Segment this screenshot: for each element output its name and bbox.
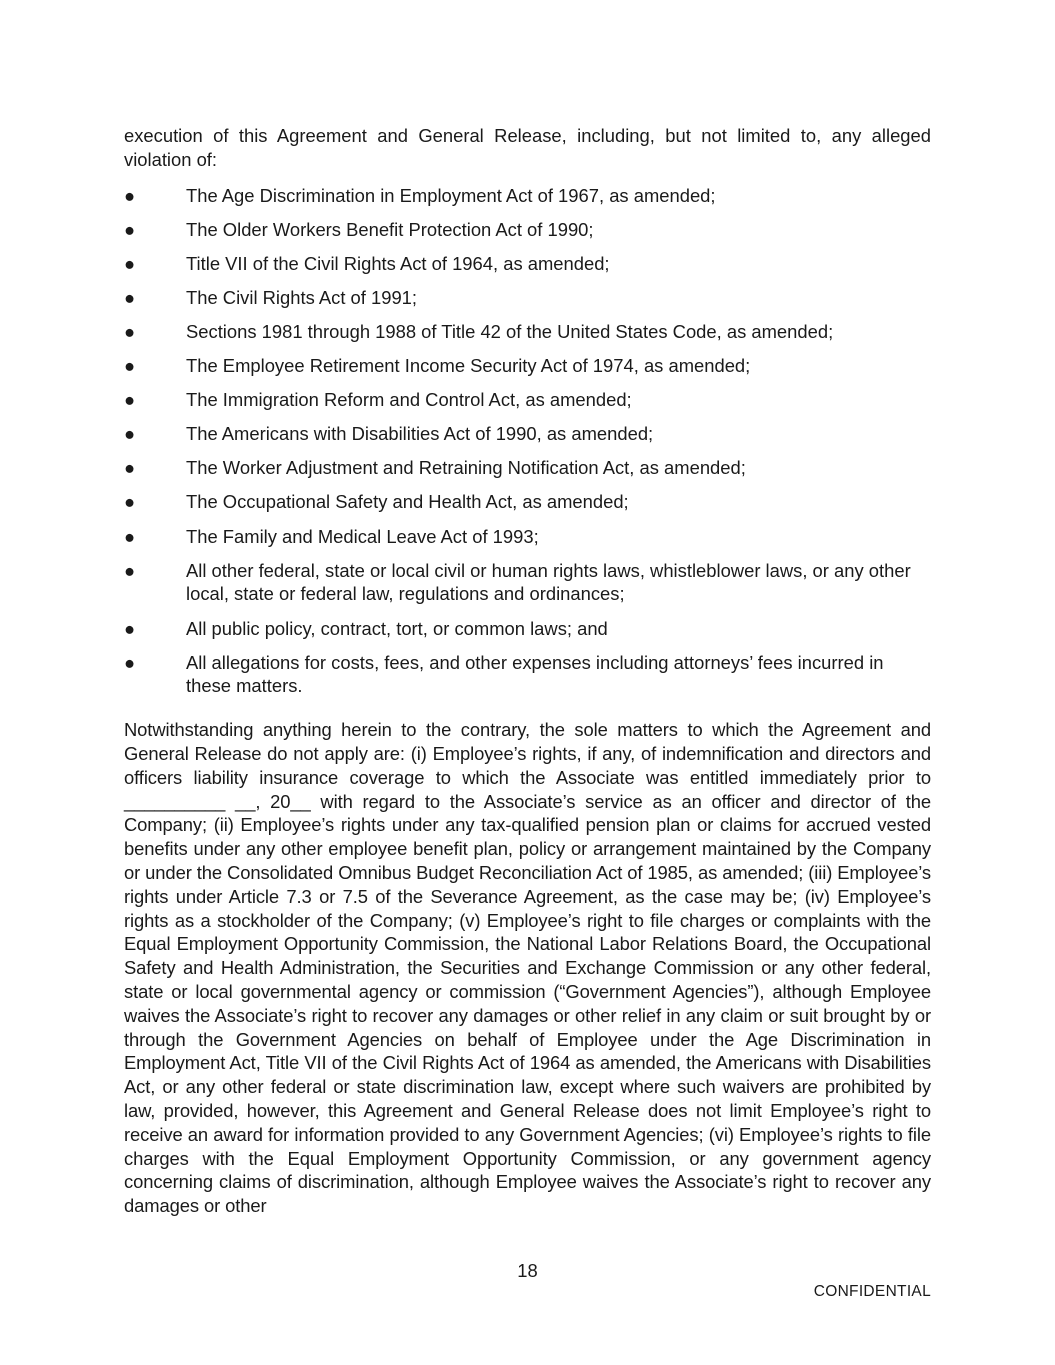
list-item-text: The Worker Adjustment and Retraining Notification Act, as amended; [186, 457, 746, 479]
bullet-icon: ● [124, 559, 136, 581]
list-item [124, 286, 931, 310]
bullet-icon: ● [124, 651, 136, 673]
list-item [124, 490, 931, 514]
bullet-icon: ● [124, 423, 136, 445]
statute-list [124, 184, 931, 699]
list-item-text: The Immigration Reform and Control Act, as amended; [186, 389, 632, 411]
list-item [124, 252, 931, 276]
bullet-icon: ● [124, 389, 136, 411]
page-number: 18 [517, 1260, 538, 1281]
list-item-text: All public policy, contract, tort, or common laws; and [186, 617, 608, 639]
list-item-text: The Civil Rights Act of 1991; [186, 286, 418, 308]
list-item [124, 218, 931, 242]
list-item-text: Title VII of the Civil Rights Act of 1964, as amended; [186, 252, 610, 274]
list-item [124, 651, 931, 699]
list-item [124, 559, 931, 607]
exclusions-paragraph: Notwithstanding anything herein to the contrary, the sole matters to which the Agreement and General Release do not apply are: (i) Employee’s rights, if any, of indemnification and directors and officers liability insurance coverage to which the Associate was entitled immediately prior to __________ __, 20__ with regard to the Associate’s service as an officer and director of the Company; (ii) Employee’s rights under any tax-qualified pension plan or claims for accrued vested benefits under any other employee benefit plan, policy or arrangement maintained by the Company or under the Consolidated Omnibus Budget Reconciliation Act of 1985, as amended; (iii) Employee’s rights under Article 7.3 or 7.5 of the Severance Agreement, as the case may be; (iv) Employee’s rights as a stockholder of the Company; (v) Employee’s right to file charges or complaints with the Equal Employment Opportunity Commission, the National Labor Relations Board, the Occupational Safety and Health Administration, the Securities and Exchange Commission or any other federal, state or local governmental agency or commission (“Government Agencies”), although Employee waives the Associate’s right to recover any damages or other relief in any claim or suit brought by or through the Government Agencies on behalf of Employee under the Age Discrimination in Employment Act, Title VII of the Civil Rights Act of 1964 as amended, the Americans with Disabilities Act, or any other federal or state discrimination law, except where such waivers are prohibited by law, provided, however, this Agreement and General Release does not limit Employee’s right to receive an award for information provided to any Government Agencies; (vi) Employee’s rights to file charges with the Equal Employment Opportunity Commission, or any government agency concerning claims of discrimination, although Employee waives the Associate’s right to recover any damages or other [124, 719, 931, 1217]
list-item [124, 422, 931, 446]
bullet-icon: ● [124, 457, 136, 479]
bullet-icon: ● [124, 525, 136, 547]
bullet-icon: ● [124, 617, 136, 639]
list-item-text: Sections 1981 through 1988 of Title 42 of the United States Code, as amended; [186, 320, 834, 342]
list-item [124, 184, 931, 208]
list-item [124, 354, 931, 378]
page-content [124, 124, 931, 1218]
list-item [124, 388, 931, 412]
list-item-text: The Age Discrimination in Employment Act of 1967, as amended; [186, 184, 716, 206]
bullet-icon: ● [124, 218, 136, 240]
list-item-text: The Occupational Safety and Health Act, as amended; [186, 491, 629, 513]
list-item-text: The Family and Medical Leave Act of 1993; [186, 525, 539, 547]
bullet-icon: ● [124, 355, 136, 377]
list-item-text: All other federal, state or local civil or human rights laws, whistleblower laws, or any other local, state or federal law, regulations and ordinances; [186, 559, 911, 605]
list-item-text: All allegations for costs, fees, and other expenses including attorneys’ fees incurred in these matters. [186, 651, 884, 697]
bullet-icon: ● [124, 252, 136, 274]
list-item-text: The Employee Retirement Income Security Act of 1974, as amended; [186, 355, 751, 377]
bullet-icon: ● [124, 491, 136, 513]
list-item [124, 525, 931, 549]
list-item [124, 320, 931, 344]
confidential-label: CONFIDENTIAL [813, 1283, 931, 1300]
list-item [124, 456, 931, 480]
list-item-text: The Americans with Disabilities Act of 1990, as amended; [186, 423, 654, 445]
bullet-icon: ● [124, 286, 136, 308]
bullet-icon: ● [124, 320, 136, 342]
list-item-text: The Older Workers Benefit Protection Act of 1990; [186, 218, 594, 240]
list-item [124, 617, 931, 641]
bullet-icon: ● [124, 184, 136, 206]
intro-paragraph: execution of this Agreement and General Release, including, but not limited to, any alleged violation of: [124, 125, 931, 170]
